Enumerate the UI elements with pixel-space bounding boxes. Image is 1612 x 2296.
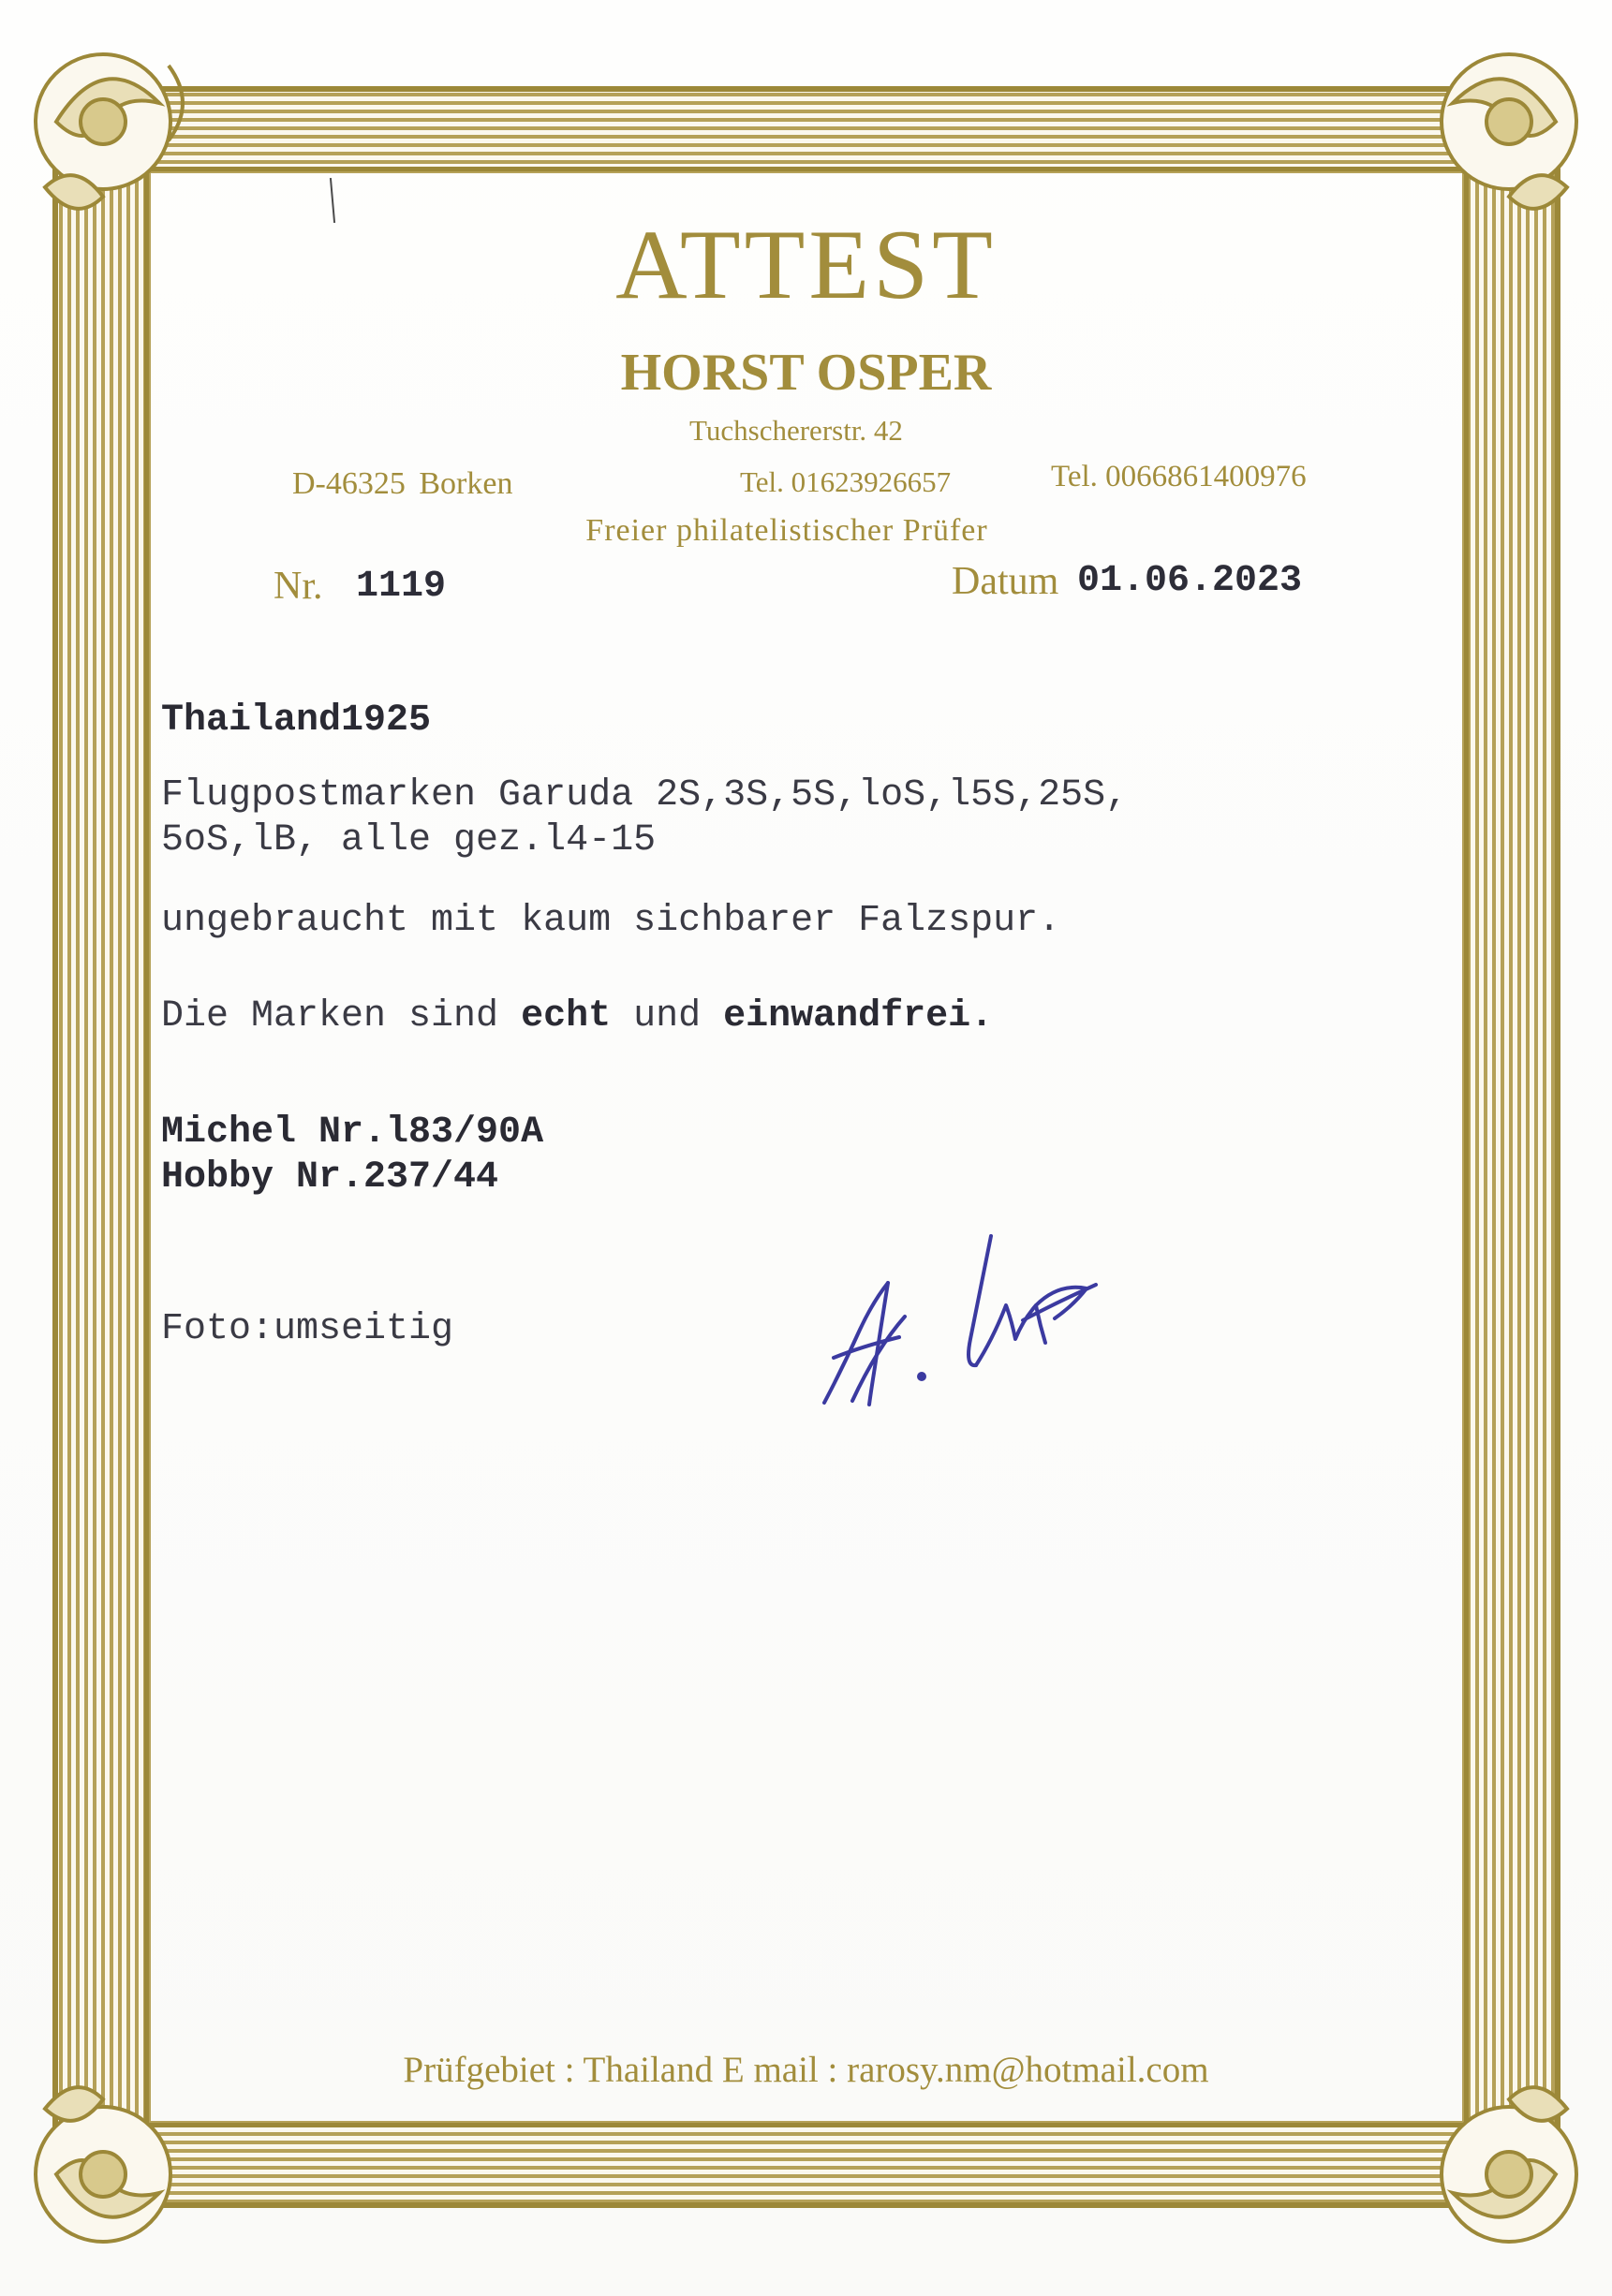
examiner-city: D-46325 Borken (292, 466, 513, 501)
phone-germany: Tel. 01623926657 (740, 465, 952, 498)
handwritten-signature (815, 1227, 1133, 1414)
examiner-name: HORST OSPER (620, 344, 992, 402)
corner-ornament-bottom-right (1442, 2087, 1576, 2242)
examiner-role: Freier philatelistischer Prüfer (585, 513, 988, 548)
stamp-condition: ungebraucht mit kaum sichbarer Falzspur. (161, 900, 1061, 942)
verdict-middle: und (611, 995, 724, 1038)
certificate-date-value: 01.06.2023 (1077, 560, 1303, 602)
verdict-line (161, 994, 993, 1039)
stamp-country-year: Thailand1925 (161, 699, 432, 742)
phone-thailand: Tel. 0066861400976 (1051, 460, 1307, 493)
certificate-number-label: Nr. (274, 565, 323, 608)
stamp-description-line-1: Flugpostmarken Garuda 2S,3S,5S,loS,l5S,25S, (161, 774, 1129, 817)
examiner-street: Tuchschererstr. 42 (689, 414, 903, 447)
hobby-catalog-number: Hobby Nr.237/44 (161, 1156, 499, 1199)
corner-ornament-top-left (36, 54, 183, 209)
certificate-title: ATTEST (615, 210, 997, 319)
corner-ornament-top-right (1442, 54, 1576, 209)
stamp-description-line-2: 5oS,lB, alle gez.l4-15 (161, 819, 657, 861)
verdict-genuine: echt (521, 995, 612, 1038)
certificate-date-label: Datum (952, 560, 1059, 603)
michel-catalog-number: Michel Nr.l83/90A (161, 1111, 544, 1154)
examination-area-footer: Prüfgebiet : Thailand E mail : rarosy.nm@hotmail.com (403, 2050, 1209, 2090)
verdict-prefix: Die Marken sind (161, 995, 522, 1038)
verdict-faultless: einwandfrei. (723, 995, 994, 1038)
photo-note: Foto:umseitig (161, 1308, 454, 1350)
certificate-number-value: 1119 (356, 566, 447, 608)
